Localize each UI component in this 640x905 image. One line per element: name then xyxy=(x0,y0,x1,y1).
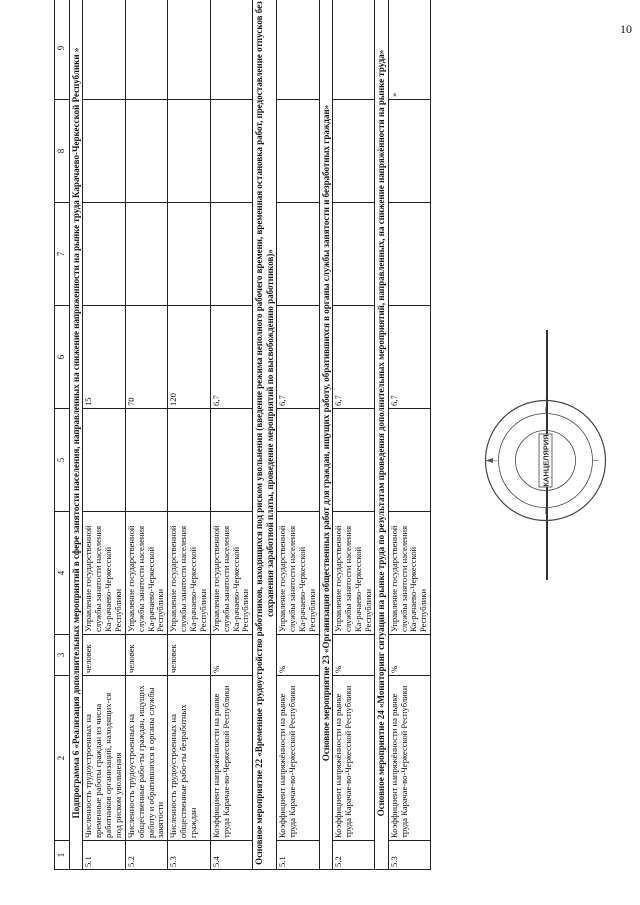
responsible-executor: Управление государственной службы занятости населения Ка-рачаево-Черкесской Республики xyxy=(168,512,211,635)
value-col7 xyxy=(168,203,211,306)
value-col9 xyxy=(210,0,253,100)
indicator-name: Численность трудоустроенных на общественные рабо-ты безработных граждан xyxy=(168,676,211,841)
signature-line-lower xyxy=(546,520,548,580)
value-col8 xyxy=(277,100,320,203)
value-col7 xyxy=(210,203,253,306)
table-row xyxy=(210,0,253,870)
table-row xyxy=(388,0,431,870)
col-header-9: 9 xyxy=(55,0,70,100)
col-header-2: 2 xyxy=(55,676,70,841)
value-col6: 6,7 xyxy=(210,306,253,409)
value-col5 xyxy=(168,409,211,512)
value-col5 xyxy=(388,409,431,512)
table-row xyxy=(277,0,320,870)
unit-of-measure: человек xyxy=(83,635,126,676)
value-col9 xyxy=(168,0,211,100)
col-header-7: 7 xyxy=(55,203,70,306)
unit-of-measure: % xyxy=(277,635,320,676)
value-col5 xyxy=(125,409,168,512)
col-header-1: 1 xyxy=(55,841,70,870)
row-number: 5.4 xyxy=(210,841,253,870)
value-col5 xyxy=(277,409,320,512)
value-col9 xyxy=(83,0,126,100)
value-col6: 15 xyxy=(83,306,126,409)
value-col8 xyxy=(332,100,375,203)
indicator-name: Численность трудоустроенных на общественные рабо-ты граждан, ищущих работу и обратившихся в органы службы занятости xyxy=(125,676,168,841)
value-col6: 70 xyxy=(125,306,168,409)
value-col6: 6,7 xyxy=(332,306,375,409)
indicator-name: Численность трудоустроенных на временные работы граждан из числа работников организаций, находящих-ся под риском увольнения xyxy=(83,676,126,841)
responsible-executor: Управление государственной службы занятости населения Ка-рачаево-Черкесской Республики xyxy=(83,512,126,635)
value-col5 xyxy=(332,409,375,512)
value-col8 xyxy=(388,100,431,203)
section-title: Основное мероприятие 23 «Организация общественных работ для граждан, ищущих работу, обратившихся в органы службы занятости и безработных граждан» xyxy=(319,0,332,870)
value-col6: 120 xyxy=(168,306,211,409)
column-header-row xyxy=(55,0,70,870)
responsible-executor: Управление государственной службы занятости населения Ка-рачаево-Черкесской Республики xyxy=(277,512,320,635)
table-row xyxy=(332,0,375,870)
row-number: 5.2 xyxy=(332,841,375,870)
unit-of-measure: % xyxy=(210,635,253,676)
value-col7 xyxy=(332,203,375,306)
table-body xyxy=(70,0,431,870)
value-col9 xyxy=(125,0,168,100)
indicator-name: Коэффициент напряжённости на рынке труда Карачае-во-Черкесской Республики xyxy=(388,676,431,841)
section-row xyxy=(70,0,83,870)
unit-of-measure: % xyxy=(332,635,375,676)
row-number: 5.3 xyxy=(168,841,211,870)
table-row xyxy=(125,0,168,870)
responsible-executor: Управление государственной службы занятости населения Ка-рачаево-Черкесской Республики xyxy=(388,512,431,635)
table-row xyxy=(83,0,126,870)
section-title: Подпрограмма 6 «Реализация дополнительных мероприятий в сфере занятости населения, направленных на снижение напряженности на рынке труда Карачаево-Черкесской Республики » xyxy=(70,0,83,870)
value-col7 xyxy=(277,203,320,306)
value-col9: » xyxy=(388,0,431,100)
value-col7 xyxy=(83,203,126,306)
row-number: 5.1 xyxy=(277,841,320,870)
value-col9 xyxy=(332,0,375,100)
responsible-executor: Управление государственной службы занятости населения Ка-рачаево-Черкесской Республики xyxy=(332,512,375,635)
value-col6: 6,7 xyxy=(388,306,431,409)
col-header-6: 6 xyxy=(55,306,70,409)
value-col6: 6,7 xyxy=(277,306,320,409)
col-header-5: 5 xyxy=(55,409,70,512)
unit-of-measure: % xyxy=(388,635,431,676)
page-number: 10 xyxy=(620,22,632,36)
section-title: Основное мероприятие 24 «Мониторинг ситуации на рынке труда по результатам проведения дополнительных мероприятий, направленных, на снижение напряжённости на рынке труда» xyxy=(375,0,388,870)
section-row xyxy=(319,0,332,870)
table-row xyxy=(168,0,211,870)
value-col8 xyxy=(83,100,126,203)
value-col8 xyxy=(210,100,253,203)
stamp-center-text: КАНЦЕЛЯРИЯ xyxy=(541,434,551,487)
indicator-name: Коэффициент напряжённости на рынке труда Карачае-во-Черкесской Республики xyxy=(277,676,320,841)
responsible-executor: Управление государственной службы занятости населения Ка-рачаево-Черкесской Республики xyxy=(210,512,253,635)
row-number: 5.3 xyxy=(388,841,431,870)
col-header-4: 4 xyxy=(55,512,70,635)
col-header-3: 3 xyxy=(55,635,70,676)
responsible-executor: Управление государственной службы занятости населения Ка-рачаево-Черкесской Республики xyxy=(125,512,168,635)
row-number: 5.1 xyxy=(83,841,126,870)
value-col9 xyxy=(277,0,320,100)
indicator-name: Коэффициент напряжённости на рынке труда Карачае-во-Черкесской Республики xyxy=(332,676,375,841)
value-col5 xyxy=(210,409,253,512)
row-number: 5.2 xyxy=(125,841,168,870)
section-row xyxy=(253,0,277,870)
value-col8 xyxy=(125,100,168,203)
indicators-table xyxy=(54,0,431,870)
indicator-name: Коэффициент напряжённости на рынке труда Карачае-во-Черкесской Республики xyxy=(210,676,253,841)
col-header-8: 8 xyxy=(55,100,70,203)
value-col7 xyxy=(125,203,168,306)
unit-of-measure: человек xyxy=(168,635,211,676)
value-col7 xyxy=(388,203,431,306)
value-col5 xyxy=(83,409,126,512)
section-title: Основное мероприятие 22 «Временное трудоустройство работников, находящихся под риском увольнения (введение режима неполного рабочего времени, временная остановка работ, предоставление отпусков без сохранения заработной платы, проведение мероприятий по высвобождению работников)» xyxy=(253,0,277,870)
unit-of-measure: человек xyxy=(125,635,168,676)
value-col8 xyxy=(168,100,211,203)
section-row xyxy=(375,0,388,870)
official-seal-icon xyxy=(483,398,608,523)
